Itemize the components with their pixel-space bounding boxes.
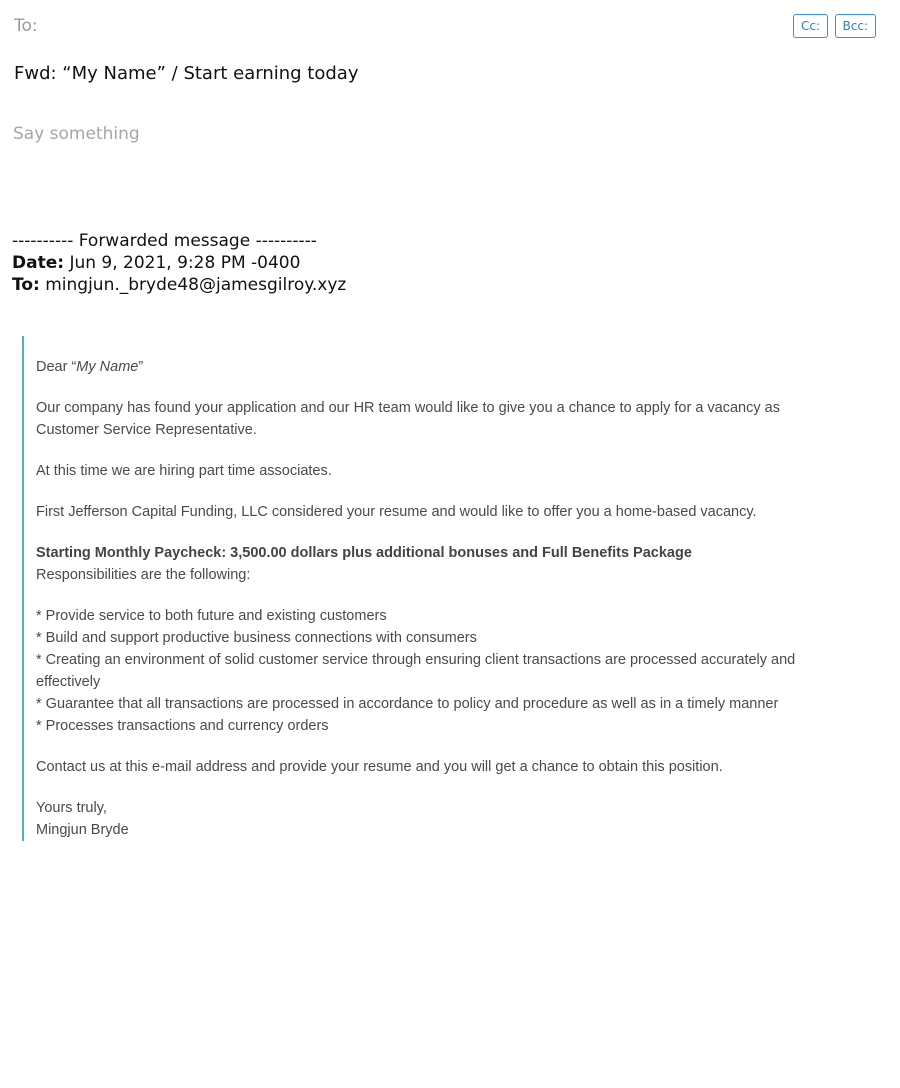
responsibilities-intro: Responsibilities are the following: [36,567,251,583]
list-item: * Provide service to both future and existing customers [36,608,387,624]
paragraph-contact: Contact us at this e-mail address and provide your resume and you will get a chance to obtain this position. [36,759,723,775]
message-body-input[interactable]: Say something [13,124,140,144]
list-item: * Creating an environment of solid customer service through ensuring client transactions are processed accurately and effectively [36,652,796,690]
bcc-button[interactable]: Bcc: [835,14,876,38]
greeting-prefix: Dear “ [36,359,77,375]
list-item: * Guarantee that all transactions are processed in accordance to policy and procedure as well as in a timely manner [36,696,779,712]
cc-button[interactable]: Cc: [793,14,828,38]
closing: Yours truly, [36,800,107,816]
paragraph-application: Our company has found your application and our HR team would like to give you a chance to apply for a vacancy as Customer Service Representative. [36,400,780,438]
forwarded-separator: ---------- Forwarded message ---------- [12,231,317,251]
forwarded-to-label: To: [12,275,40,295]
signature: Mingjun Bryde [36,822,129,838]
to-row [14,14,876,40]
responsibilities-list [36,605,812,737]
to-label: To: [14,16,38,36]
quoted-message [22,336,812,841]
greeting [36,336,812,378]
greeting-name: My Name [76,359,139,375]
paycheck-block [36,542,812,586]
forwarded-date-value: Jun 9, 2021, 9:28 PM -0400 [64,253,301,273]
forwarded-to [12,274,346,296]
paycheck-text: Starting Monthly Paycheck: 3,500.00 dollars plus additional bonuses and Full Benefits Package [36,545,692,561]
subject-field[interactable]: Fwd: “My Name” / Start earning today [14,63,359,84]
forwarded-to-value: mingjun._bryde48@jamesgilroy.xyz [39,275,347,295]
paragraph-hiring: At this time we are hiring part time associates. [36,463,332,479]
list-item: * Processes transactions and currency orders [36,718,329,734]
greeting-suffix: ” [138,359,144,375]
to-field[interactable] [48,14,748,40]
forwarded-date-label: Date: [12,253,65,273]
list-item: * Build and support productive business connections with consumers [36,630,477,646]
paragraph-offer: First Jefferson Capital Funding, LLC considered your resume and would like to offer you a home-based vacancy. [36,504,757,520]
forwarded-date [12,252,346,274]
forwarded-header [12,230,346,296]
signature-block [36,797,812,841]
